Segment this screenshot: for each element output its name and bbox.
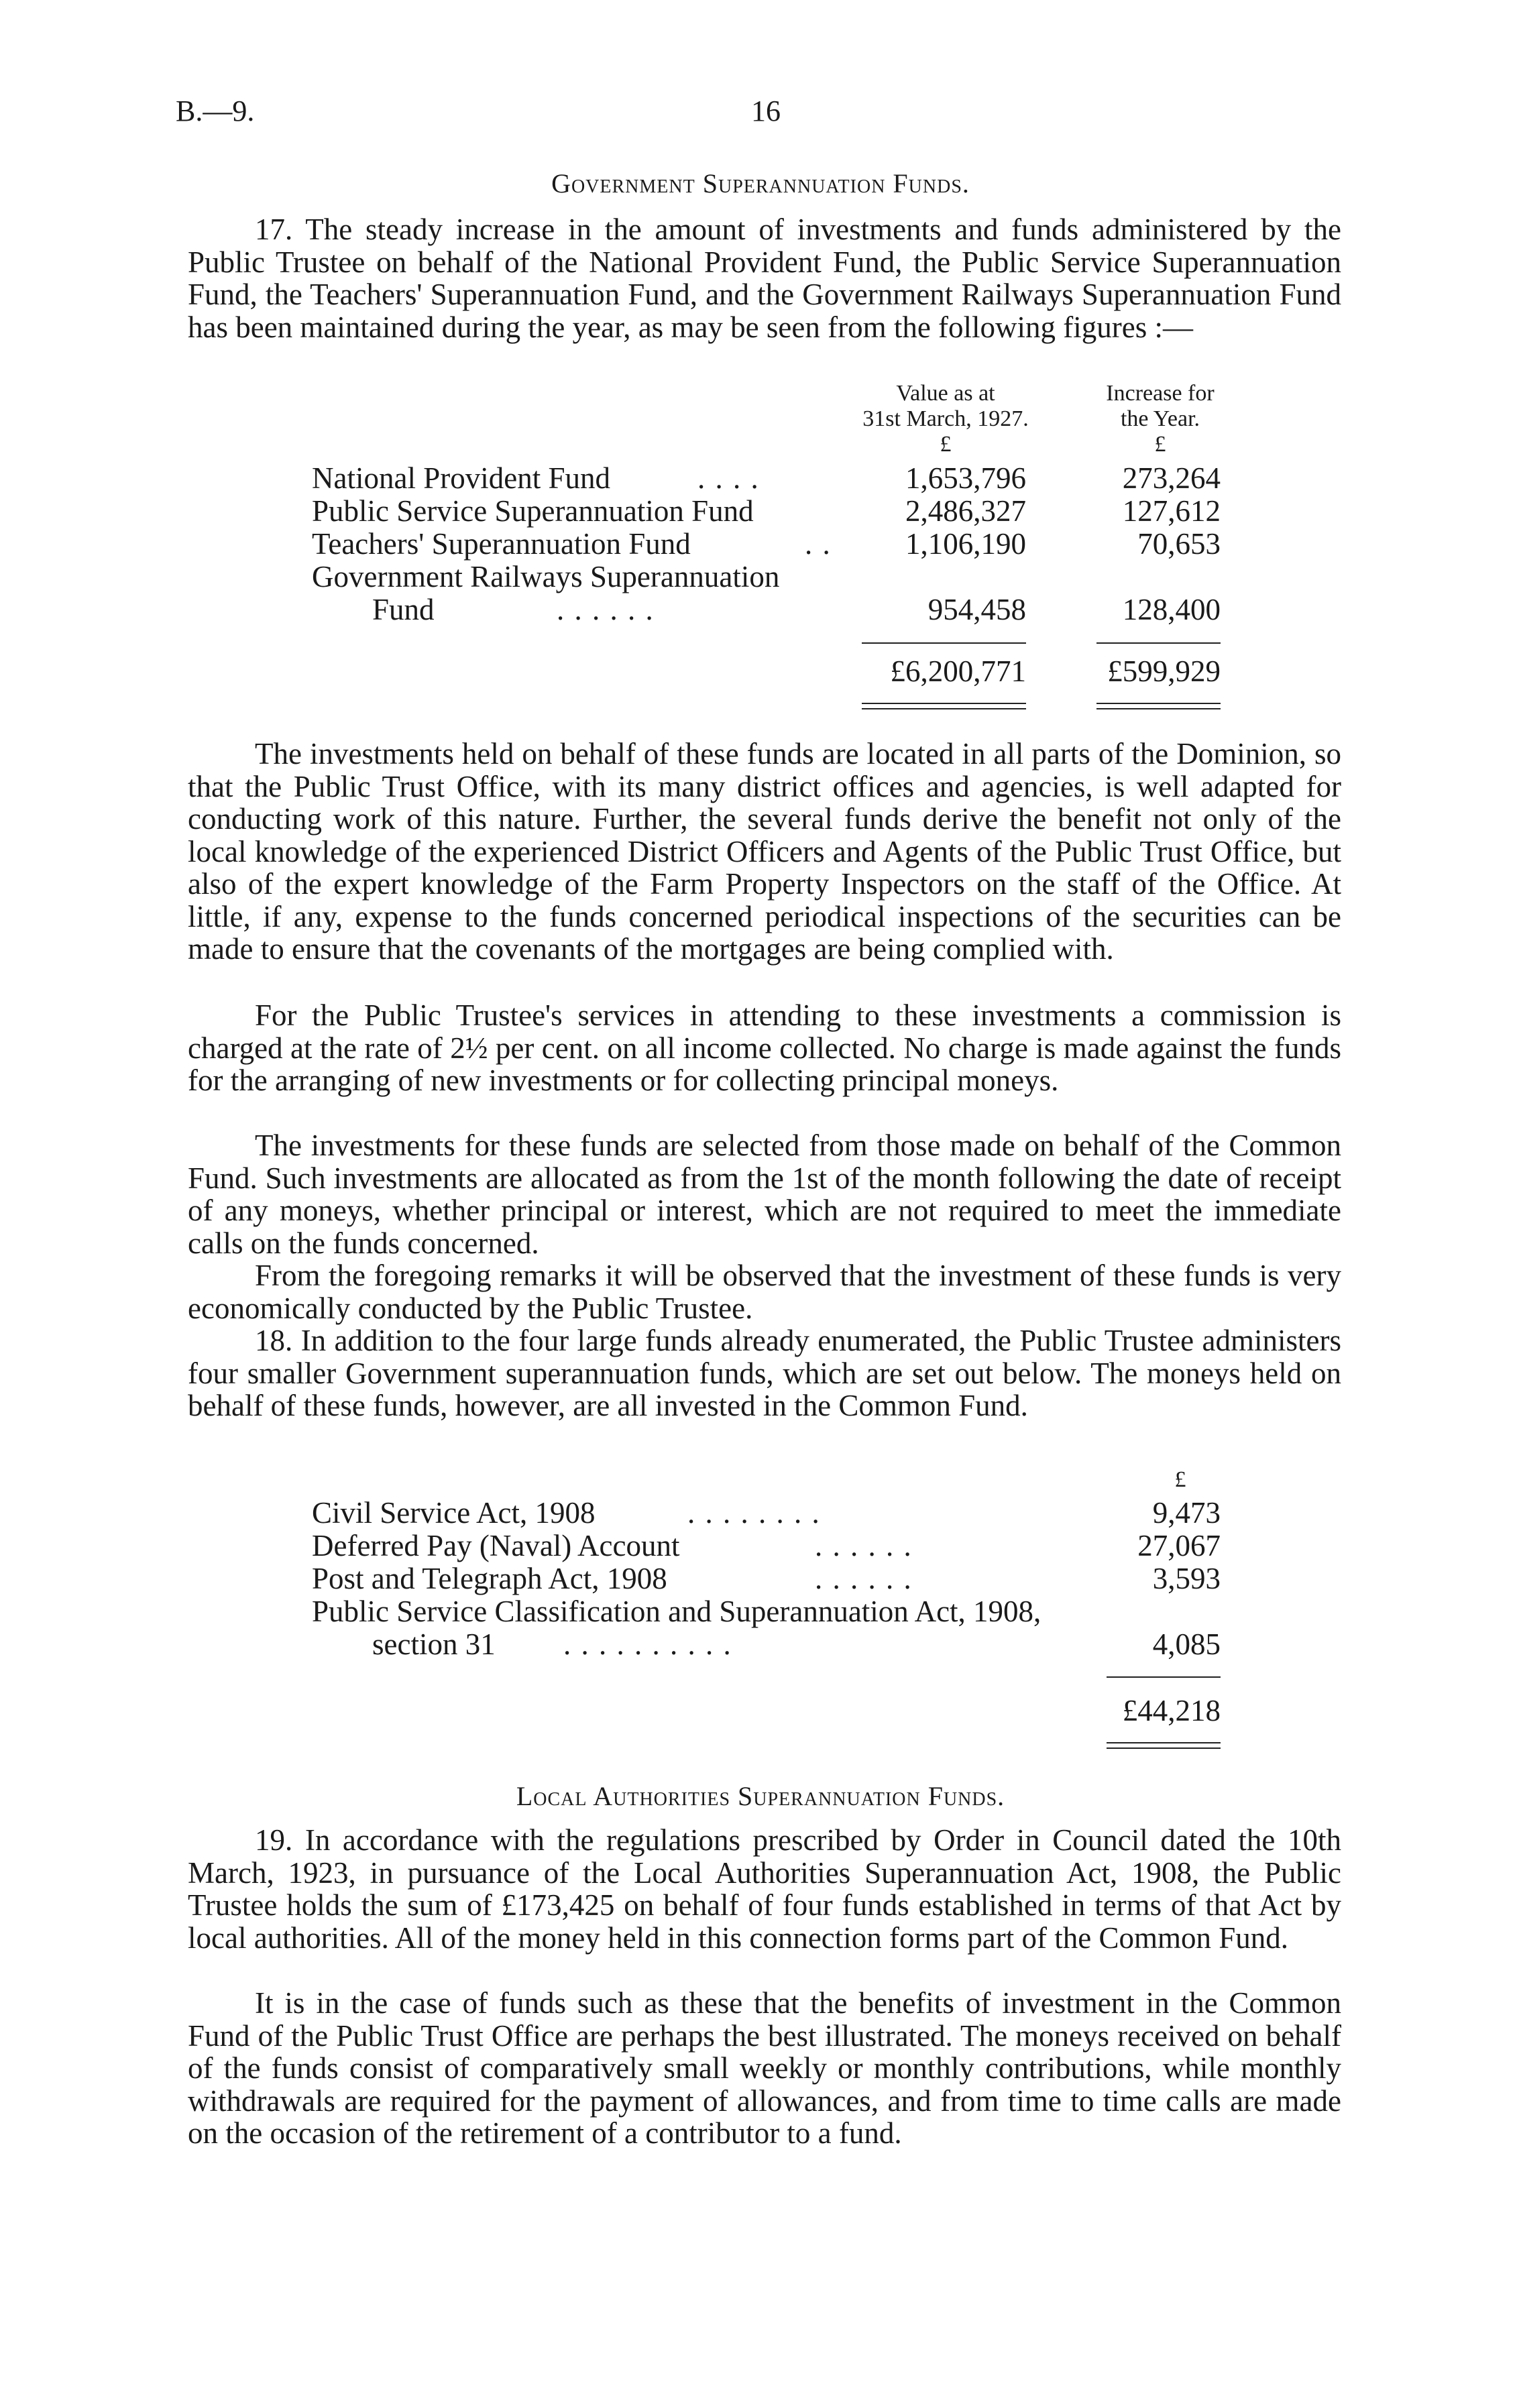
table-total-increase: £599,929 [1107, 654, 1221, 688]
subtotal-rule [1096, 642, 1221, 644]
table-row-value: 3,593 [1152, 1562, 1221, 1595]
table-row-value: 27,067 [1137, 1529, 1221, 1562]
document-reference: B.—9. [176, 95, 255, 127]
section-title-local-authorities: Local Authorities Superannuation Funds. [516, 1781, 1005, 1811]
page-number: 16 [751, 95, 781, 127]
leader-dots: . . . . . . [557, 593, 655, 626]
total-double-rule [1107, 1747, 1221, 1749]
leader-dots: . . [805, 527, 832, 561]
table-row-label: Government Railways Superannuation [312, 560, 780, 593]
table-row-increase: 128,400 [1122, 593, 1221, 626]
paragraph-commission: For the Public Trustee's services in attending to these investments a commission is charged at the rate of 2½ per cent. on all income collected. No charge is made against the funds for the arranging of new investments or for collecting principal moneys. [188, 998, 1341, 1097]
table-row-label: Fund [372, 593, 435, 626]
table-row-label: Teachers' Superannuation Fund [312, 527, 691, 561]
table-row-increase: 273,264 [1122, 461, 1221, 495]
subtotal-rule [1107, 1676, 1221, 1678]
table-row-value: 1,653,796 [905, 461, 1026, 495]
table-row-label: Deferred Pay (Naval) Account [312, 1529, 680, 1562]
leader-dots: . . . . . . [815, 1529, 913, 1562]
table-row-increase: 70,653 [1137, 527, 1221, 561]
table-row-label: Civil Service Act, 1908 [312, 1496, 596, 1530]
table-total-value: £44,218 [1122, 1694, 1221, 1727]
table-row-label: Public Service Classification and Superannuation Act, 1908, [312, 1595, 1041, 1628]
table-row-increase: 127,612 [1122, 494, 1221, 528]
paragraph-benefits: It is in the case of funds such as these that the benefits of investment in the Common Fund of the Public Trust Office are perhaps the best illustrated. The moneys received on behalf of the funds consist of comparatively small weekly or monthly contributions, while monthly withdrawals are required for the payment of allowances, and from time to time calls are made on the occasion of the retirement of a contributor to a fund. [188, 1986, 1341, 2150]
total-double-rule [1107, 1742, 1221, 1743]
increase-header-line2: the Year. [1120, 406, 1200, 431]
total-double-rule [1096, 708, 1221, 709]
table-row-label: section 31 [372, 1627, 496, 1661]
paragraph-common-fund-selection: The investments for these funds are selected from those made on behalf of the Common Fund. Such investments are allocated as from the 1st of the month following the date of receipt of any moneys, whether principal or interest, which are not required to meet the immediate calls on the funds concerned. [188, 1129, 1341, 1260]
value-column-header [832, 381, 1060, 457]
subtotal-rule [862, 642, 1026, 644]
paragraph-19: 19. In accordance with the regulations prescribed by Order in Council dated the 10th March, 1923, in pursuance of the Local Authorities Superannuation Act, 1908, the Public Trustee holds the sum of £173,425 on behalf of four funds established in terms of that Act by local authorities. All of the money held in this connection forms part of the Common Fund. [188, 1823, 1341, 1955]
increase-column-header [1080, 381, 1241, 457]
table-row-value: 2,486,327 [905, 494, 1026, 528]
paragraph-17: 17. The steady increase in the amount of investments and funds administered by the Public Trustee on behalf of the National Provident Fund, the Public Service Superannuation Fund, the Teachers' Superannuation Fund, and the Government Railways Superannuation Fund has been maintained during the year, as may be seen from the following figures :— [188, 213, 1341, 344]
total-double-rule [862, 703, 1026, 704]
total-double-rule [862, 708, 1026, 709]
value-header-line1: Value as at [896, 381, 995, 406]
paragraph-investments-located: The investments held on behalf of these funds are located in all parts of the Dominion, so that the Public Trust Office, with its many district offices and agencies, is well adapted for conducting work of this nature. Further, the several funds derive the benefit not only of the local knowledge of the experienced District Officers and Agents of the Public Trust Office, but also of the expert knowledge of the Farm Property Inspectors on the staff of the Office. At little, if any, expense to the funds concerned periodical inspections of the securities can be made to ensure that the covenants of the mortgages are being complied with. [188, 737, 1341, 966]
increase-currency-symbol: £ [1154, 432, 1166, 457]
table-row-value: 1,106,190 [905, 527, 1026, 561]
table-row-value: 4,085 [1152, 1627, 1221, 1661]
table-row-label: Post and Telegraph Act, 1908 [312, 1562, 667, 1595]
currency-header: £ [1174, 1467, 1186, 1492]
paragraph-18: 18. In addition to the four large funds already enumerated, the Public Trustee administers four smaller Government superannuation funds, which are set out below. The moneys held on behalf of these funds, however, are all invested in the Common Fund. [188, 1324, 1341, 1422]
value-header-line2: 31st March, 1927. [862, 406, 1029, 431]
leader-dots: . . . . . . . . [687, 1496, 821, 1530]
table-total-value: £6,200,771 [890, 654, 1026, 688]
section-title-government-funds: Government Superannuation Funds. [551, 168, 970, 198]
leader-dots: . . . . . . . . . . [563, 1627, 732, 1661]
table-row-value: 9,473 [1152, 1496, 1221, 1530]
table-row-value: 954,458 [927, 593, 1026, 626]
leader-dots: . . . . . . [815, 1562, 913, 1595]
total-double-rule [1096, 703, 1221, 704]
table-row-label: National Provident Fund [312, 461, 610, 495]
value-currency-symbol: £ [940, 432, 952, 457]
increase-header-line1: Increase for [1106, 381, 1215, 406]
table-row-label: Public Service Superannuation Fund [312, 494, 754, 528]
paragraph-economical: From the foregoing remarks it will be observed that the investment of these funds is very economically conducted by the Public Trustee. [188, 1259, 1341, 1325]
leader-dots: . . . . [697, 461, 760, 495]
